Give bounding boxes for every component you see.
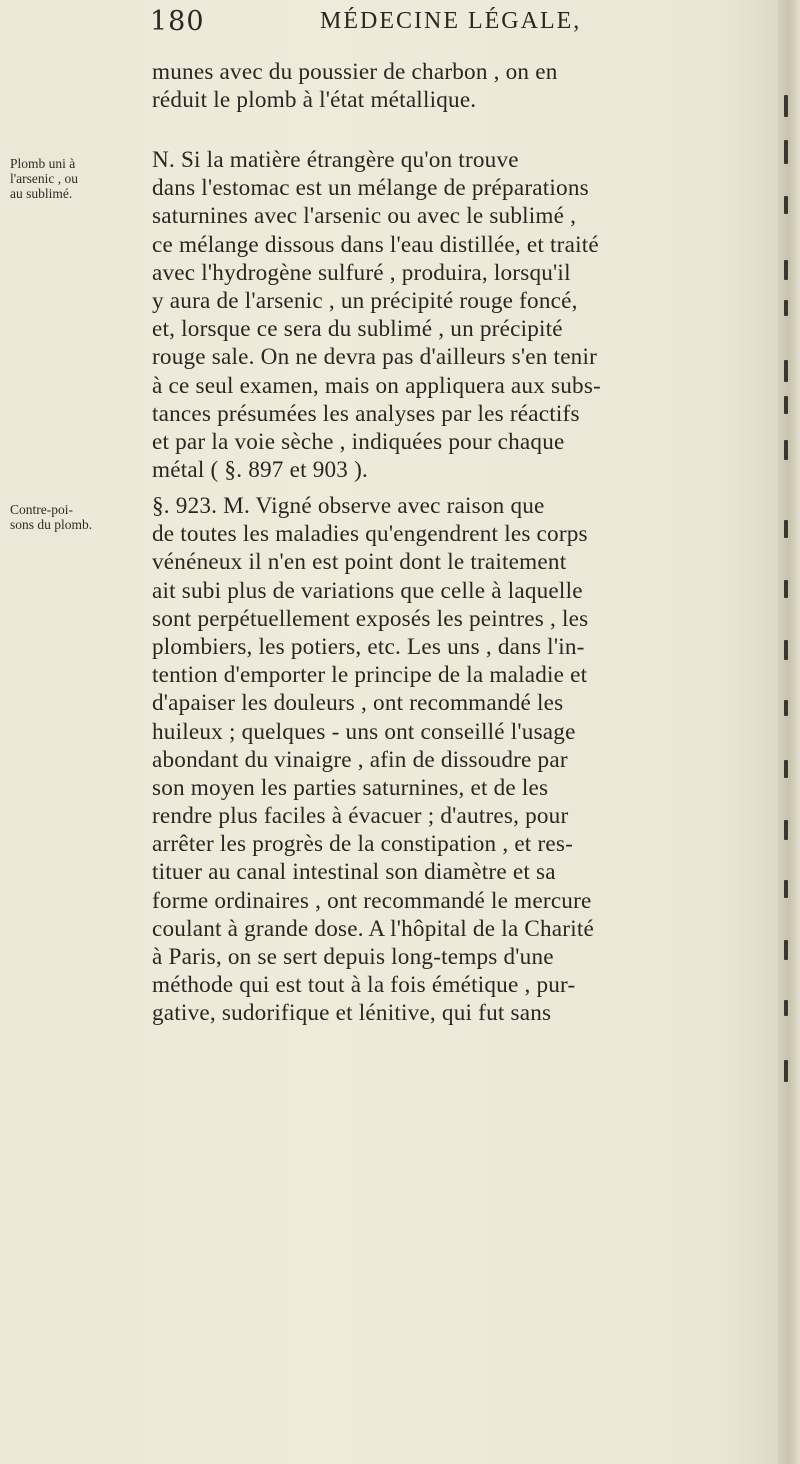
text-line: tention d'emporter le principe de la maladie et bbox=[152, 662, 588, 689]
text-line: huileux ; quelques - uns ont conseillé l'usage bbox=[152, 718, 576, 745]
text-line: tances présumées les analyses par les réactifs bbox=[152, 400, 580, 427]
edge-mark bbox=[784, 640, 788, 660]
text-line: réduit le plomb à l'état métallique. bbox=[152, 87, 477, 114]
text-line: coulant à grande dose. A l'hôpital de la Charité bbox=[152, 915, 594, 942]
text-line: rouge sale. On ne devra pas d'ailleurs s'en tenir bbox=[152, 344, 598, 371]
text-line: à Paris, on se sert depuis long-temps d'une bbox=[152, 944, 554, 970]
text-line: arrêter les progrès de la constipation , et res- bbox=[152, 831, 574, 858]
page-header bbox=[150, 6, 710, 46]
edge-mark bbox=[784, 940, 788, 960]
text-line: plombiers, les potiers, etc. Les uns , dans l'in- bbox=[152, 633, 585, 660]
text-line: gative, sudorifique et lénitive, qui fut sans bbox=[152, 1000, 552, 1027]
text-line: abondant du vinaigre , afin de dissoudre par bbox=[152, 746, 568, 773]
edge-mark bbox=[784, 520, 788, 538]
edge-mark bbox=[784, 880, 788, 898]
edge-mark bbox=[784, 820, 788, 840]
sidenote-plomb-arsenic bbox=[10, 156, 105, 201]
paragraph-intro bbox=[152, 58, 772, 114]
text-line: saturnines avec l'arsenic ou avec le sublimé , bbox=[152, 203, 577, 230]
sidenote-line: sons du plomb. bbox=[10, 517, 93, 532]
edge-mark bbox=[784, 1060, 788, 1082]
sidenote-line: Contre-poi- bbox=[10, 502, 73, 517]
edge-mark bbox=[784, 260, 788, 280]
text-line: forme ordinaires , ont recommandé le mercure bbox=[152, 887, 592, 914]
text-line: ce mélange dissous dans l'eau distillée, et traité bbox=[152, 231, 599, 258]
text-line: méthode qui est tout à la fois émétique , pur- bbox=[152, 972, 576, 999]
edge-mark bbox=[784, 440, 788, 460]
paragraph-923 bbox=[152, 492, 772, 1028]
edge-mark bbox=[784, 196, 788, 214]
text-line: ait subi plus de variations que celle à laquelle bbox=[152, 577, 583, 604]
edge-mark bbox=[784, 95, 788, 117]
text-line: et, lorsque ce sera du sublimé , un précipité bbox=[152, 316, 563, 343]
text-line: sont perpétuellement exposés les peintres , les bbox=[152, 605, 589, 632]
edge-mark bbox=[784, 300, 788, 316]
paragraph-n bbox=[152, 146, 772, 484]
edge-mark bbox=[784, 700, 788, 716]
text-line: et par la voie sèche , indiquées pour chaque bbox=[152, 428, 565, 455]
edge-mark bbox=[784, 1000, 788, 1016]
edge-mark bbox=[784, 760, 788, 778]
text-line: son moyen les parties saturnines, et de les bbox=[152, 774, 549, 801]
text-line: de toutes les maladies qu'engendrent les corps bbox=[152, 521, 588, 548]
text-line: munes avec du poussier de charbon , on en bbox=[152, 59, 558, 85]
text-line: avec l'hydrogène sulfuré , produira, lorsqu'il bbox=[152, 259, 571, 286]
edge-mark bbox=[784, 140, 788, 164]
text-line: à ce seul examen, mais on appliquera aux subs- bbox=[152, 372, 601, 399]
running-title: MÉDECINE LÉGALE, bbox=[320, 8, 582, 34]
text-line: vénéneux il n'en est point dont le traitement bbox=[152, 549, 567, 576]
sidenote-line: au sublimé. bbox=[10, 186, 73, 201]
sidenote-contre-poisons bbox=[10, 502, 105, 532]
text-line: §. 923. M. Vigné observe avec raison que bbox=[152, 493, 545, 519]
text-line: métal ( §. 897 et 903 ). bbox=[152, 457, 369, 484]
text-line: d'apaiser les douleurs , ont recommandé les bbox=[152, 690, 564, 717]
text-line: tituer au canal intestinal son diamètre et sa bbox=[152, 859, 556, 886]
text-line: dans l'estomac est un mélange de préparations bbox=[152, 175, 589, 202]
edge-mark bbox=[784, 396, 788, 414]
sidenote-line: l'arsenic , ou bbox=[10, 171, 79, 186]
text-line: y aura de l'arsenic , un précipité rouge foncé, bbox=[152, 287, 578, 314]
text-line: N. Si la matière étrangère qu'on trouve bbox=[152, 147, 519, 173]
page-number: 180 bbox=[150, 6, 205, 37]
edge-mark bbox=[784, 360, 788, 382]
page-edge bbox=[778, 0, 800, 1464]
sidenote-line: Plomb uni à bbox=[10, 156, 76, 171]
text-line: rendre plus faciles à évacuer ; d'autres, pour bbox=[152, 803, 569, 830]
edge-mark bbox=[784, 580, 788, 598]
